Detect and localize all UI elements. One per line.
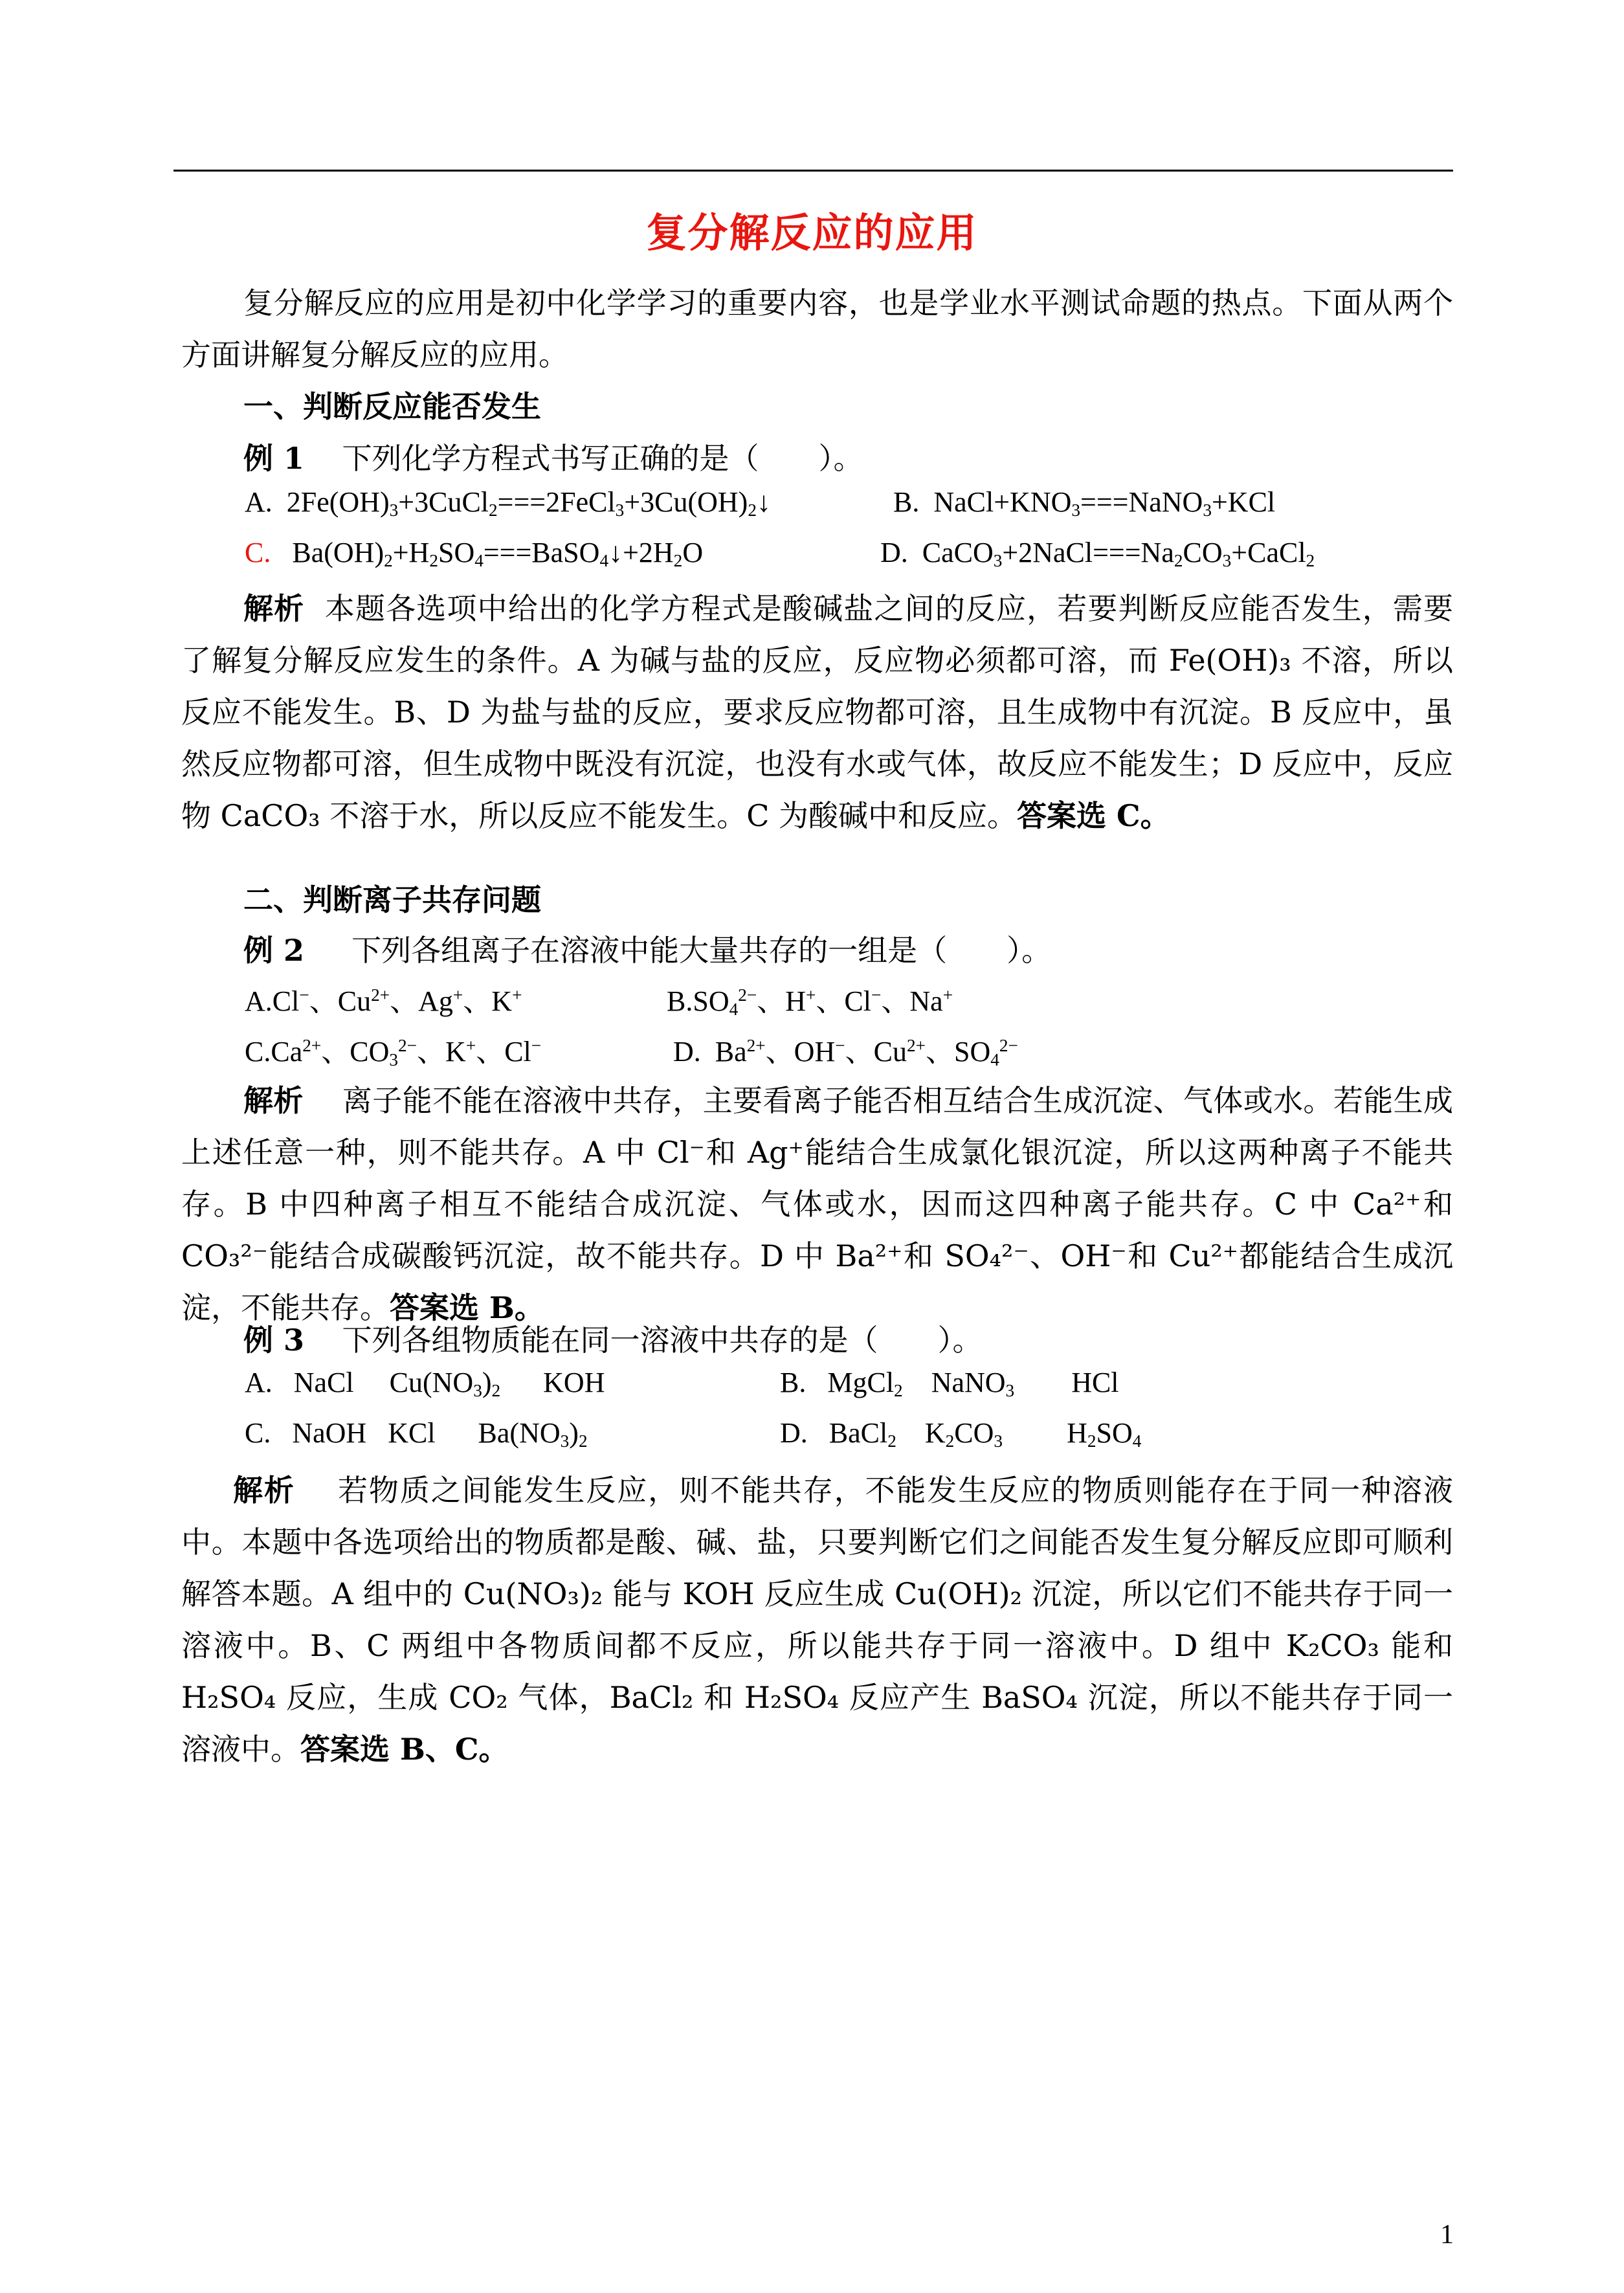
analysis2-text: 离子能不能在溶液中共存，主要看离子能否相互结合生成沉淀、气体或水。若能生成上述任意一种，则不能共存。A 中 Cl⁻和 Ag⁺能结合生成氯化银沉淀，所以这两种离子不能共存。B 中四种离子相互不能结合成沉淀、气体或水，因而这四种离子能共存。C 中 Ca²⁺和 CO₃²⁻能结合成碳酸钙沉淀，故不能共存。D 中 Ba²⁺和 SO₄²⁻、OH⁻和 Cu²⁺都能结合生成沉淀，不能共存。 — [181, 1083, 1454, 1325]
page-title: 复分解反应的应用 — [646, 209, 978, 256]
analysis2-paragraph — [181, 1075, 1453, 1334]
answer1: 答案选 C。 — [1017, 798, 1170, 833]
example1-option-c: C. $Ba(OH)_2+H_2SO_4===BaSO_4↓+2H_2O$ — [245, 537, 704, 570]
example2-question: 下列各组离子在溶液中能大量共存的一组是（ ）。 — [351, 933, 1052, 968]
analysis2-label: 解析 — [243, 1083, 304, 1118]
intro-paragraph: 复分解反应的应用是初中化学学习的重要内容，也是学业水平测试命题的热点。下面从两个方面讲解复分解反应的应用。 — [181, 285, 1453, 372]
example2-option-d: D. $Ba^{2+}$、OH−、$Cu^{2+}$、$SO_4^{2-}$ — [673, 1036, 1018, 1069]
section1-heading: 一、判断反应能否发生 — [243, 389, 541, 424]
example3-question: 下列各组物质能在同一溶液中共存的是（ ）。 — [342, 1323, 983, 1358]
option-b-label: B. — [893, 486, 920, 518]
page-number: 1 — [1440, 2220, 1454, 2250]
analysis1-label: 解析 — [243, 591, 305, 626]
option-c-label: C. — [245, 537, 271, 568]
analysis1-text: 本题各选项中给出的化学方程式是酸碱盐之间的反应，若要判断反应能否发生，需要了解复分解反应发生的条件。A 为碱与盐的反应，反应物必须都可溶，而 Fe(OH)₃ 不溶，所以反应不能发生。B、D 为盐与盐的反应，要求反应物都可溶，且生成物中有沉淀。B 反应中，虽然反应物都可溶，但生成物中既没有沉淀，也没有水或气体，故反应不能发生；D 反应中，反应物 CaCO₃ 不溶于水，所以反应不能发生。C 为酸碱中和反应。 — [181, 591, 1454, 833]
example2-line — [181, 924, 1515, 976]
answer3: 答案选 B、C。 — [300, 1732, 509, 1767]
analysis3-label: 解析 — [233, 1473, 295, 1508]
example1-option-a: A. $2Fe(OH)_3+3CuCl_2===2FeCl_3+3Cu(OH)_2↓$ — [245, 486, 771, 520]
analysis1-paragraph — [181, 583, 1453, 842]
example3-option-b: B. MgCl$_2$ NaNO$_3$ HCl — [780, 1367, 1119, 1400]
example2-option-a: A.Cl−、$Cu^{2+}$、Ag+、K+ — [245, 985, 522, 1017]
example2-option-b: $B.SO_4^{2-}$、H+、Cl−、Na+ — [667, 985, 953, 1019]
example1-question: 下列化学方程式书写正确的是（ ）。 — [342, 441, 863, 476]
example1-option-b: B. $NaCl+KNO_3===NaNO_3+KCl$ — [893, 486, 1276, 520]
analysis3-text: 若物质之间能发生反应，则不能共存，不能发生反应的物质则能存在于同一种溶液中。本题中各选项给出的物质都是酸、碱、盐，只要判断它们之间能否发生复分解反应即可顺利解答本题。A 组中的 Cu(NO₃)₂ 能与 KOH 反应生成 Cu(OH)₂ 沉淀，所以它们不能共存于同一溶液中。B、C 两组中各物质间都不反应，所以能共存于同一溶液中。D 组中 K₂CO₃ 能和 H₂SO₄ 反应，生成 CO₂ 气体，BaCl₂ 和 H₂SO₄ 反应产生 BaSO₄ 沉淀，所以不能共存于同一溶液中。 — [181, 1473, 1454, 1767]
answer2: 答案选 B。 — [390, 1290, 544, 1325]
option-a-label: A. — [245, 486, 273, 518]
example1-line — [181, 432, 1515, 484]
example3-option-c: C. NaOH KCl $Ba(NO_3)_2$ — [245, 1417, 588, 1451]
example3-line — [181, 1314, 1515, 1366]
example1-label: 例 1 — [243, 441, 305, 476]
header-rule — [173, 170, 1453, 172]
example1-option-d: D. $CaCO_3+2NaCl===Na_2CO_3+CaCl_2$ — [880, 537, 1315, 570]
example2-option-c: $C.Ca^{2+}$、$CO_3^{2-}$、K+、Cl− — [245, 1036, 542, 1069]
example3-option-a: A. NaCl $Cu(NO_3)_2$ KOH — [245, 1367, 605, 1400]
example3-label: 例 3 — [243, 1323, 305, 1358]
option-d-label: D. — [880, 537, 908, 568]
example2-label: 例 2 — [243, 933, 305, 968]
analysis3-paragraph — [181, 1464, 1453, 1775]
example3-option-d: D. BaCl$_2$ $K_2CO_3$ $H_2SO_4$ — [780, 1417, 1142, 1451]
section2-heading: 二、判断离子共存问题 — [243, 882, 541, 917]
